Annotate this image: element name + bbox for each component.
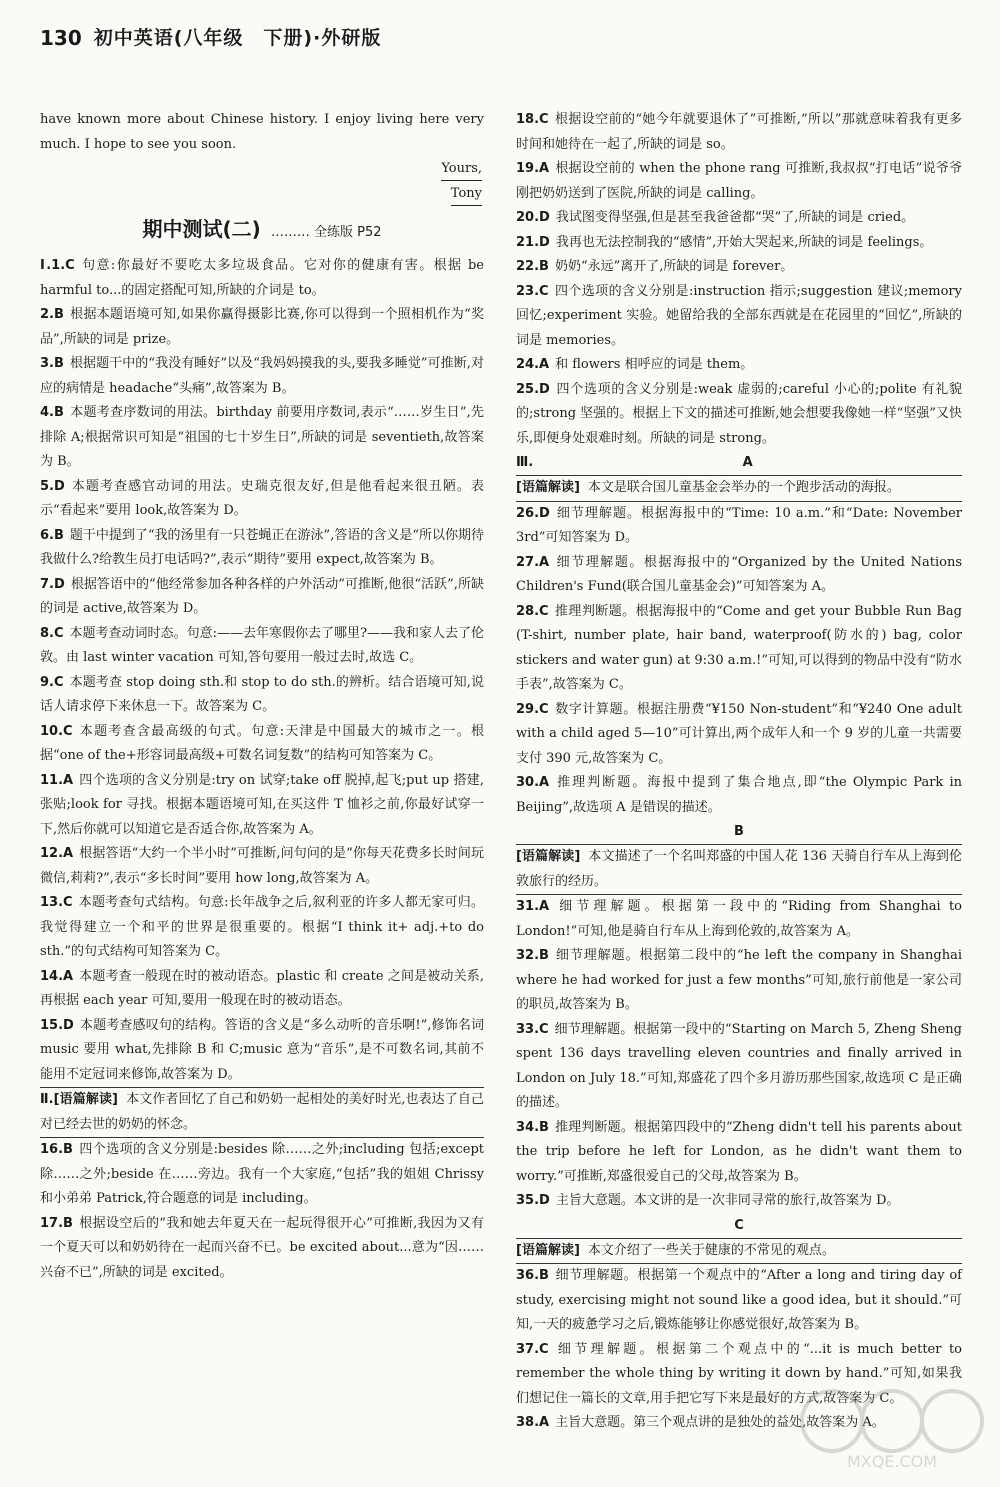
answer-explanation: 数字计算题。根据注册费“¥150 Non-student”和“¥240 One adult with a child aged 5—10”可计算出,两个成年人和一个 9 岁的儿童一共需要支付 390 元,故答案为 C。 bbox=[516, 701, 962, 766]
answer-item bbox=[40, 671, 484, 720]
answer-item bbox=[516, 255, 962, 280]
answer-number: 37.C bbox=[516, 1341, 549, 1357]
answer-explanation: 本题考查序数词的用法。birthday 前要用序数词,表示“……岁生日”,先排除 A;根据常识可知是“祖国的七十岁生日”,所缺的词是 seventieth,故答案为 B。 bbox=[40, 405, 484, 469]
answer-item bbox=[40, 352, 484, 401]
part3-label: Ⅲ. A bbox=[516, 455, 753, 470]
answer-item bbox=[40, 1014, 484, 1088]
answer-explanation: 根据答语“大约一个半小时”可推断,问句问的是“你每天花费多长时间玩微信,莉莉?”,表示“多长时间”要用 how long,故答案为 A。 bbox=[40, 846, 484, 886]
answer-number: 15.D bbox=[40, 1017, 74, 1033]
answer-number: 9.C bbox=[40, 674, 64, 690]
answer-explanation: 主旨大意题。第三个观点讲的是独处的益处,故答案为 A。 bbox=[555, 1415, 885, 1430]
answer-explanation: 根据答语中的“他经常参加各种各样的户外活动”可推断,他很“活跃”,所缺的词是 active,故答案为 D。 bbox=[40, 576, 484, 616]
answer-item bbox=[516, 502, 962, 551]
answer-item bbox=[40, 1212, 484, 1286]
answer-item bbox=[516, 231, 962, 256]
answer-item bbox=[40, 965, 484, 1014]
page-number: 130 bbox=[40, 26, 82, 50]
answer-number: 38.A bbox=[516, 1415, 550, 1430]
answer-number: 27.A bbox=[516, 554, 550, 570]
reading-note-3a: [语篇解读] 本文是联合国儿童基金会举办的一个跑步活动的海报。 bbox=[516, 475, 962, 502]
answer-number: 12.A bbox=[40, 846, 74, 861]
answer-explanation: 细节理解题。根据海报中的“Time: 10 a.m.”和“Date: November 3rd”可知答案为 D。 bbox=[516, 505, 962, 545]
answer-explanation: 根据设空前的“她今年就要退休了”可推断,“所以”那就意味着我有更多时间和她待在一起了,所缺的词是 so。 bbox=[516, 112, 962, 152]
answer-item bbox=[516, 1264, 962, 1338]
answer-explanation: 题干中提到了“我的汤里有一只苍蝇正在游泳”,答语的含义是“所以你期待我做什么?给教生员打电话吗?”,表示“期待”要用 expect,故答案为 B。 bbox=[40, 527, 484, 567]
left-column bbox=[40, 108, 484, 1285]
answer-number: 30.A bbox=[516, 775, 550, 790]
letter-closing: Yours, bbox=[40, 157, 484, 182]
answer-number: 11.A bbox=[40, 772, 74, 788]
answer-explanation: 四个选项的含义分别是:besides 除……之外;including 包括;except 除……之外;beside 在……旁边。我有一个大家庭,“包括”我的姐姐 Chrissy 和小弟弟 Patrick,符合题意的词是 including。 bbox=[40, 1142, 484, 1206]
answer-explanation: 和 flowers 相呼应的词是 them。 bbox=[555, 357, 754, 372]
answer-number: 35.D bbox=[516, 1193, 550, 1208]
answer-explanation: 细节理解题。根据第二段中的“he left the company in Shanghai where he had worked for just a few months”可知,旅行前他是一家公司的职员,故答案为 B。 bbox=[516, 948, 962, 1012]
answer-item bbox=[40, 524, 484, 573]
answer-list-right-3 bbox=[516, 895, 962, 1214]
answer-list-right bbox=[516, 108, 962, 451]
answer-explanation: 四个选项的含义分别是:instruction 指示;suggestion 建议;memory 回忆;experiment 实验。她留给我的全部东西就是在花园里的“回忆”,所缺的词是 memories。 bbox=[516, 283, 962, 348]
partC-label: C bbox=[734, 1217, 744, 1233]
partB-label: B bbox=[734, 824, 744, 839]
answer-item bbox=[516, 698, 962, 772]
answer-explanation: 细节理解题。根据第二个观点中的“...it is much better to remember the whole thing by writing it down by hand.”可知,如果我们想记住一篇长的文章,用手把它写下来是最好的方式,故答案为 C。 bbox=[516, 1341, 962, 1406]
answer-item bbox=[516, 600, 962, 698]
answer-item bbox=[516, 280, 962, 354]
answer-item bbox=[40, 475, 484, 524]
answer-number: 20.D bbox=[516, 210, 550, 225]
answer-item bbox=[40, 720, 484, 769]
answer-item bbox=[516, 1189, 962, 1214]
reading-note-2: Ⅱ.[语篇解读] 本文作者回忆了自己和奶奶一起相处的美好时光,也表达了自己对已经去世的奶奶的怀念。 bbox=[40, 1087, 484, 1138]
answer-number: 13.C bbox=[40, 895, 73, 910]
answer-item bbox=[40, 401, 484, 475]
answer-number: 6.B bbox=[40, 527, 64, 543]
answer-number: 19.A bbox=[516, 161, 550, 176]
answer-explanation: 句意:你最好不要吃太多垃圾食品。它对你的健康有害。根据 be harmful to...的固定搭配可知,所缺的介词是 to。 bbox=[40, 258, 484, 298]
answer-number: 22.B bbox=[516, 259, 549, 274]
answer-explanation: 推理判断题。根据海报中的“Come and get your Bubble Run Bag (T-shirt, number plate, hair band, waterproof(防水的) bag, color stickers and water gun) at 9:30 a.m.!”可知,可以得到的物品中没有“防水手表”,故答案为 C。 bbox=[516, 603, 962, 692]
watermark-logo bbox=[792, 1381, 992, 1471]
answer-list-left bbox=[40, 254, 484, 1087]
answer-explanation: 本题考查感官动词的用法。史瑞克很友好,但是他看起来很丑陋。表示“看起来”要用 look,故答案为 D。 bbox=[40, 478, 484, 518]
answer-number: 32.B bbox=[516, 948, 549, 963]
answer-number: 36.B bbox=[516, 1268, 549, 1283]
answer-explanation: 本题考查句式结构。句意:长年战争之后,叙利亚的许多人都无家可归。我觉得建立一个和平的世界是很重要的。根据“I think it+ adj.+to do sth.”的句式结构可知答案为 C。 bbox=[40, 895, 484, 959]
answer-list-right-2 bbox=[516, 502, 962, 821]
answer-item bbox=[40, 254, 484, 303]
answer-item bbox=[516, 1116, 962, 1190]
section-ref: ……… 全练版 P52 bbox=[270, 225, 382, 240]
answer-number: 18.C bbox=[516, 112, 549, 127]
answer-number: 16.B bbox=[40, 1142, 73, 1157]
answer-item bbox=[40, 622, 484, 671]
answer-item bbox=[516, 771, 962, 820]
reading-note-3c: [语篇解读] 本文介绍了一些关于健康的不常见的观点。 bbox=[516, 1238, 962, 1265]
letter-text: have known more about Chinese history. I enjoy living here very much. I hope to see you soon. bbox=[40, 112, 484, 152]
answer-explanation: 我再也无法控制我的“感情”,开始大哭起来,所缺的词是 feelings。 bbox=[555, 234, 933, 250]
answer-number: 17.B bbox=[40, 1215, 73, 1231]
answer-number: 28.C bbox=[516, 603, 549, 619]
answer-item bbox=[516, 551, 962, 600]
answer-explanation: 我试图变得坚强,但是甚至我爸爸都“哭”了,所缺的词是 cried。 bbox=[555, 210, 915, 225]
answer-item bbox=[40, 891, 484, 965]
answer-item bbox=[40, 769, 484, 843]
book-title: 初中英语(八年级 下册)·外研版 bbox=[93, 27, 382, 49]
reading-note-3b: [语篇解读] 本文描述了一个名叫郑盛的中国人花 136 天骑自行车从上海到伦敦旅行的经历。 bbox=[516, 844, 962, 895]
answer-number: 8.C bbox=[40, 625, 64, 641]
answer-number: 3.B bbox=[40, 356, 64, 371]
letter-signature: Tony bbox=[40, 182, 484, 207]
answer-explanation: 四个选项的含义分别是:try on 试穿;take off 脱掉,起飞;put up 搭建,张贴;look for 寻找。根据本题语境可知,在买这件 T 恤衫之前,你最好试穿一下,然后你就可以知道它是否适合你,故答案为 A。 bbox=[40, 772, 484, 837]
section-heading bbox=[40, 214, 484, 248]
answer-number: 33.C bbox=[516, 1021, 549, 1037]
answer-item bbox=[516, 895, 962, 944]
answer-item bbox=[516, 108, 962, 157]
right-column bbox=[516, 108, 962, 1436]
answer-number: 26.D bbox=[516, 505, 550, 521]
answer-explanation: 根据本题语境可知,如果你赢得摄影比赛,你可以得到一个照相机作为“奖品”,所缺的词是 prize。 bbox=[40, 307, 484, 347]
answer-explanation: 本题考查一般现在时的被动语态。plastic 和 create 之间是被动关系,再根据 each year 可知,要用一般现在时的被动语态。 bbox=[40, 968, 484, 1008]
answer-item bbox=[516, 206, 962, 231]
answer-item bbox=[516, 944, 962, 1018]
answer-explanation: 推理判断题。海报中提到了集合地点,即“the Olympic Park in Beijing”,故选项 A 是错误的描述。 bbox=[516, 775, 962, 815]
answer-explanation: 本题考查含最高级的句式。句意:天津是中国最大的城市之一。根据“one of the+形容词最高级+可数名词复数”的结构可知答案为 C。 bbox=[40, 723, 484, 763]
answer-explanation: 主旨大意题。本文讲的是一次非同寻常的旅行,故答案为 D。 bbox=[555, 1193, 900, 1208]
section-title: 期中测试(二) bbox=[142, 217, 261, 241]
answer-explanation: 细节理解题。根据第一段中的“Riding from Shanghai to London!”可知,他是骑自行车从上海到伦敦的,故答案为 A。 bbox=[516, 899, 962, 939]
watermark-text: MXQE.COM bbox=[846, 1452, 938, 1471]
answer-explanation: 四个选项的含义分别是:weak 虚弱的;careful 小心的;polite 有礼貌的;strong 坚强的。根据上下文的描述可推断,她会想要我像她一样“坚强”又快乐,即便身处艰难时刻。所缺的词是 strong。 bbox=[516, 381, 962, 446]
page-header bbox=[40, 14, 381, 50]
answer-number: 31.A bbox=[516, 899, 550, 914]
answer-item bbox=[516, 1018, 962, 1116]
answer-item bbox=[40, 573, 484, 622]
answer-item bbox=[40, 1138, 484, 1212]
answer-number: 5.D bbox=[40, 478, 65, 494]
answer-number: 7.D bbox=[40, 576, 65, 592]
answer-number: 10.C bbox=[40, 723, 73, 739]
answer-item bbox=[516, 353, 962, 378]
answer-number: 25.D bbox=[516, 381, 550, 397]
answer-explanation: 根据题干中的“我没有睡好”以及“我妈妈摸我的头,要我多睡觉”可推断,对应的病情是 headache“头痛”,故答案为 B。 bbox=[40, 356, 484, 396]
answer-number: 21.D bbox=[516, 234, 550, 250]
answer-number: 4.B bbox=[40, 405, 64, 420]
answer-item bbox=[40, 842, 484, 891]
answer-number: 29.C bbox=[516, 701, 549, 717]
answer-explanation: 根据设空前的 when the phone rang 可推断,我叔叔“打电话”说爷爷刚把奶奶送到了医院,所缺的词是 calling。 bbox=[516, 161, 962, 201]
answer-item bbox=[40, 303, 484, 352]
answer-number: Ⅰ.1.C bbox=[40, 258, 75, 273]
answer-item bbox=[516, 157, 962, 206]
answer-explanation: 本题考查感叹句的结构。答语的含义是“多么动听的音乐啊!”,修饰名词 music 要用 what,先排除 B 和 C;music 意为“音乐”,是不可数名词,其前不能用不定冠词来修饰,故答案为 D。 bbox=[40, 1017, 484, 1082]
answer-item bbox=[516, 378, 962, 452]
answer-explanation: 细节理解题。根据海报中的“Organized by the United Nations Children's Fund(联合国儿童基金会)”可知答案为 A。 bbox=[516, 554, 962, 594]
answer-number: 23.C bbox=[516, 283, 549, 299]
answer-explanation: 根据设空后的“我和她去年夏天在一起玩得很开心”可推断,我因为又有一个夏天可以和奶奶待在一起而兴奋不已。be excited about...意为“因……兴奋不已”,所缺的词是 excited。 bbox=[40, 1215, 484, 1280]
answer-list-left-2 bbox=[40, 1138, 484, 1285]
answer-number: 14.A bbox=[40, 968, 74, 984]
answer-explanation: 推理判断题。根据第四段中的“Zheng didn't tell his parents about the trip before he left for London, as he didn't want them to worry.”可推断,郑盛很爱自己的父母,故答案为 B。 bbox=[516, 1119, 962, 1184]
answer-number: 34.B bbox=[516, 1119, 549, 1135]
answer-explanation: 细节理解题。根据第一个观点中的“After a long and tiring day of study, exercising might not sound like a good idea, but it should.”可知,一天的疲惫学习之后,锻炼能够让你感觉很好,故答案为 B。 bbox=[516, 1268, 962, 1332]
answer-explanation: 奶奶“永远”离开了,所缺的词是 forever。 bbox=[554, 259, 794, 274]
answer-number: 24.A bbox=[516, 357, 550, 372]
answer-explanation: 本题考查 stop doing sth.和 stop to do sth.的辨析。结合语境可知,说话人请求停下来休息一下。故答案为 C。 bbox=[40, 674, 484, 714]
answer-explanation: 本题考查动词时态。句意:——去年寒假你去了哪里?——我和家人去了伦敦。由 last winter vacation 可知,答句要用一般过去时,故选 C。 bbox=[40, 625, 484, 665]
answer-number: 2.B bbox=[40, 307, 64, 322]
answer-explanation: 细节理解题。根据第一段中的“Starting on March 5, Zheng Sheng spent 136 days travelling eleven countries and finally arrived in London on July 18.”可知,郑盛花了四个多月游历那些国家,故选项 C 是正确的描述。 bbox=[516, 1021, 962, 1110]
